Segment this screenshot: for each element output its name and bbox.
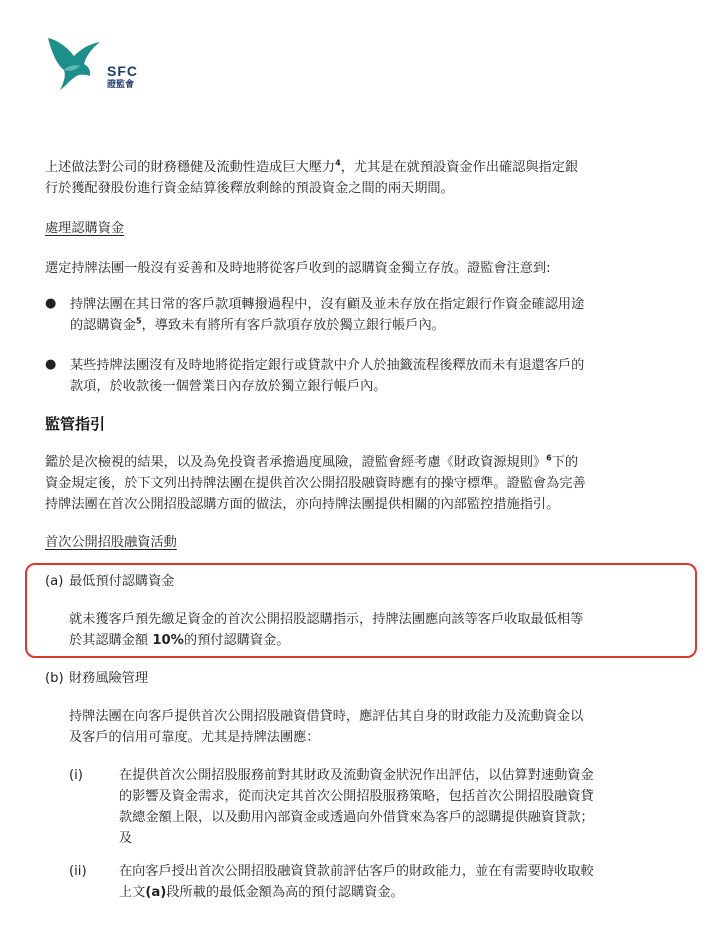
bullet-dot: ● [45, 296, 57, 311]
observation-paragraph: 選定持牌法團一般沒有妥善和及時地將從客戶收到的認購資金獨立存放。證監會注意到: [45, 261, 551, 276]
item-b-body: 持牌法團在向客戶提供首次公開招股融資借貸時，應評估其自身的財政能力及流動資金以 及客戶的信用可靠度。尤其是持牌法團應： [69, 709, 584, 745]
footnote-4[interactable]: 4 [335, 158, 341, 168]
logo-chinese-name: 證監會 [107, 79, 135, 89]
bullet-dot: ● [45, 357, 57, 372]
logo-name: SFC [107, 63, 138, 79]
bullet-item-2: 某些持牌法團沒有及時地將從指定銀行或貸款中介人於抽籤流程後釋放而未有退還客戶的 款項，於收款後一個營業日內存放於獨立銀行帳戶內。 [70, 358, 585, 394]
sfc-logo [44, 36, 154, 96]
item-a-title: 最低預付認購資金 [69, 574, 175, 589]
item-a-label: (a) [45, 574, 64, 589]
bullet-item-1: 持牌法團在其日常的客戶款項轉撥過程中，沒有顧及並未存放在指定銀行作資金確認用途 的認購資金$^5$，導致未有將所有客戶款項存放於獨立銀行帳戶內。 [70, 297, 585, 333]
item-a-body: 就未獲客戶預先繳足資金的首次公開招股認購指示，持牌法團應向該等客戶收取最低相等 於其認購金額 10%的預付認購資金。 [69, 612, 584, 648]
guidance-paragraph: 鑑於是次檢視的結果，以及為免投資者承擔過度風險，證監會經考慮《財政資源規則》$^6$下的 資金規定後，於下文列出持牌法團在提供首次公開招股融資時應有的操守標準。證監會為完善 持牌法團在首次公開招股認購方面的做法，亦向持牌法團提供相關的內部監控措施指引。 [45, 453, 586, 512]
sub-item-ii-body: 在向客戶授出首次公開招股融資貸款前評估客戶的財政能力，並在有需要時收取較 上文(a)段所載的最低金額為高的預付認購資金。 [119, 864, 594, 900]
section-title-ipo-financing: 首次公開招股融資活動 [45, 535, 177, 550]
sub-item-i-label: (i) [69, 768, 83, 783]
item-b-label: (b) [45, 671, 64, 686]
section-heading-guidance: 監管指引 [45, 415, 106, 433]
section-title-handling-funds: 處理認購資金 [45, 221, 125, 236]
intro-paragraph: 上述做法對公司的財務穩健及流動性造成巨大壓力$^4$，尤其是在就預設資金作出確認與指定銀 行於獲配發股份進行資金結算後釋放剩餘的預設資金之間的兩天期間。 [45, 158, 579, 196]
sub-item-ii-label: (ii) [69, 864, 87, 879]
sub-item-i-body: 在提供首次公開招股服務前對其財政及流動資金狀況作出評估，以估算對速動資金 的影響及資金需求，從而決定其首次公開招股服務策略，包括首次公開招股融資貸 款總金額上限，以及動用內部資金或透過向外借貸來為客戶的認購提供融資貸款； 及 [119, 768, 594, 846]
item-b-title: 財務風險管理 [69, 671, 149, 686]
footnote-5[interactable]: 5 [135, 316, 142, 326]
footnote-6[interactable]: 6 [546, 453, 552, 463]
